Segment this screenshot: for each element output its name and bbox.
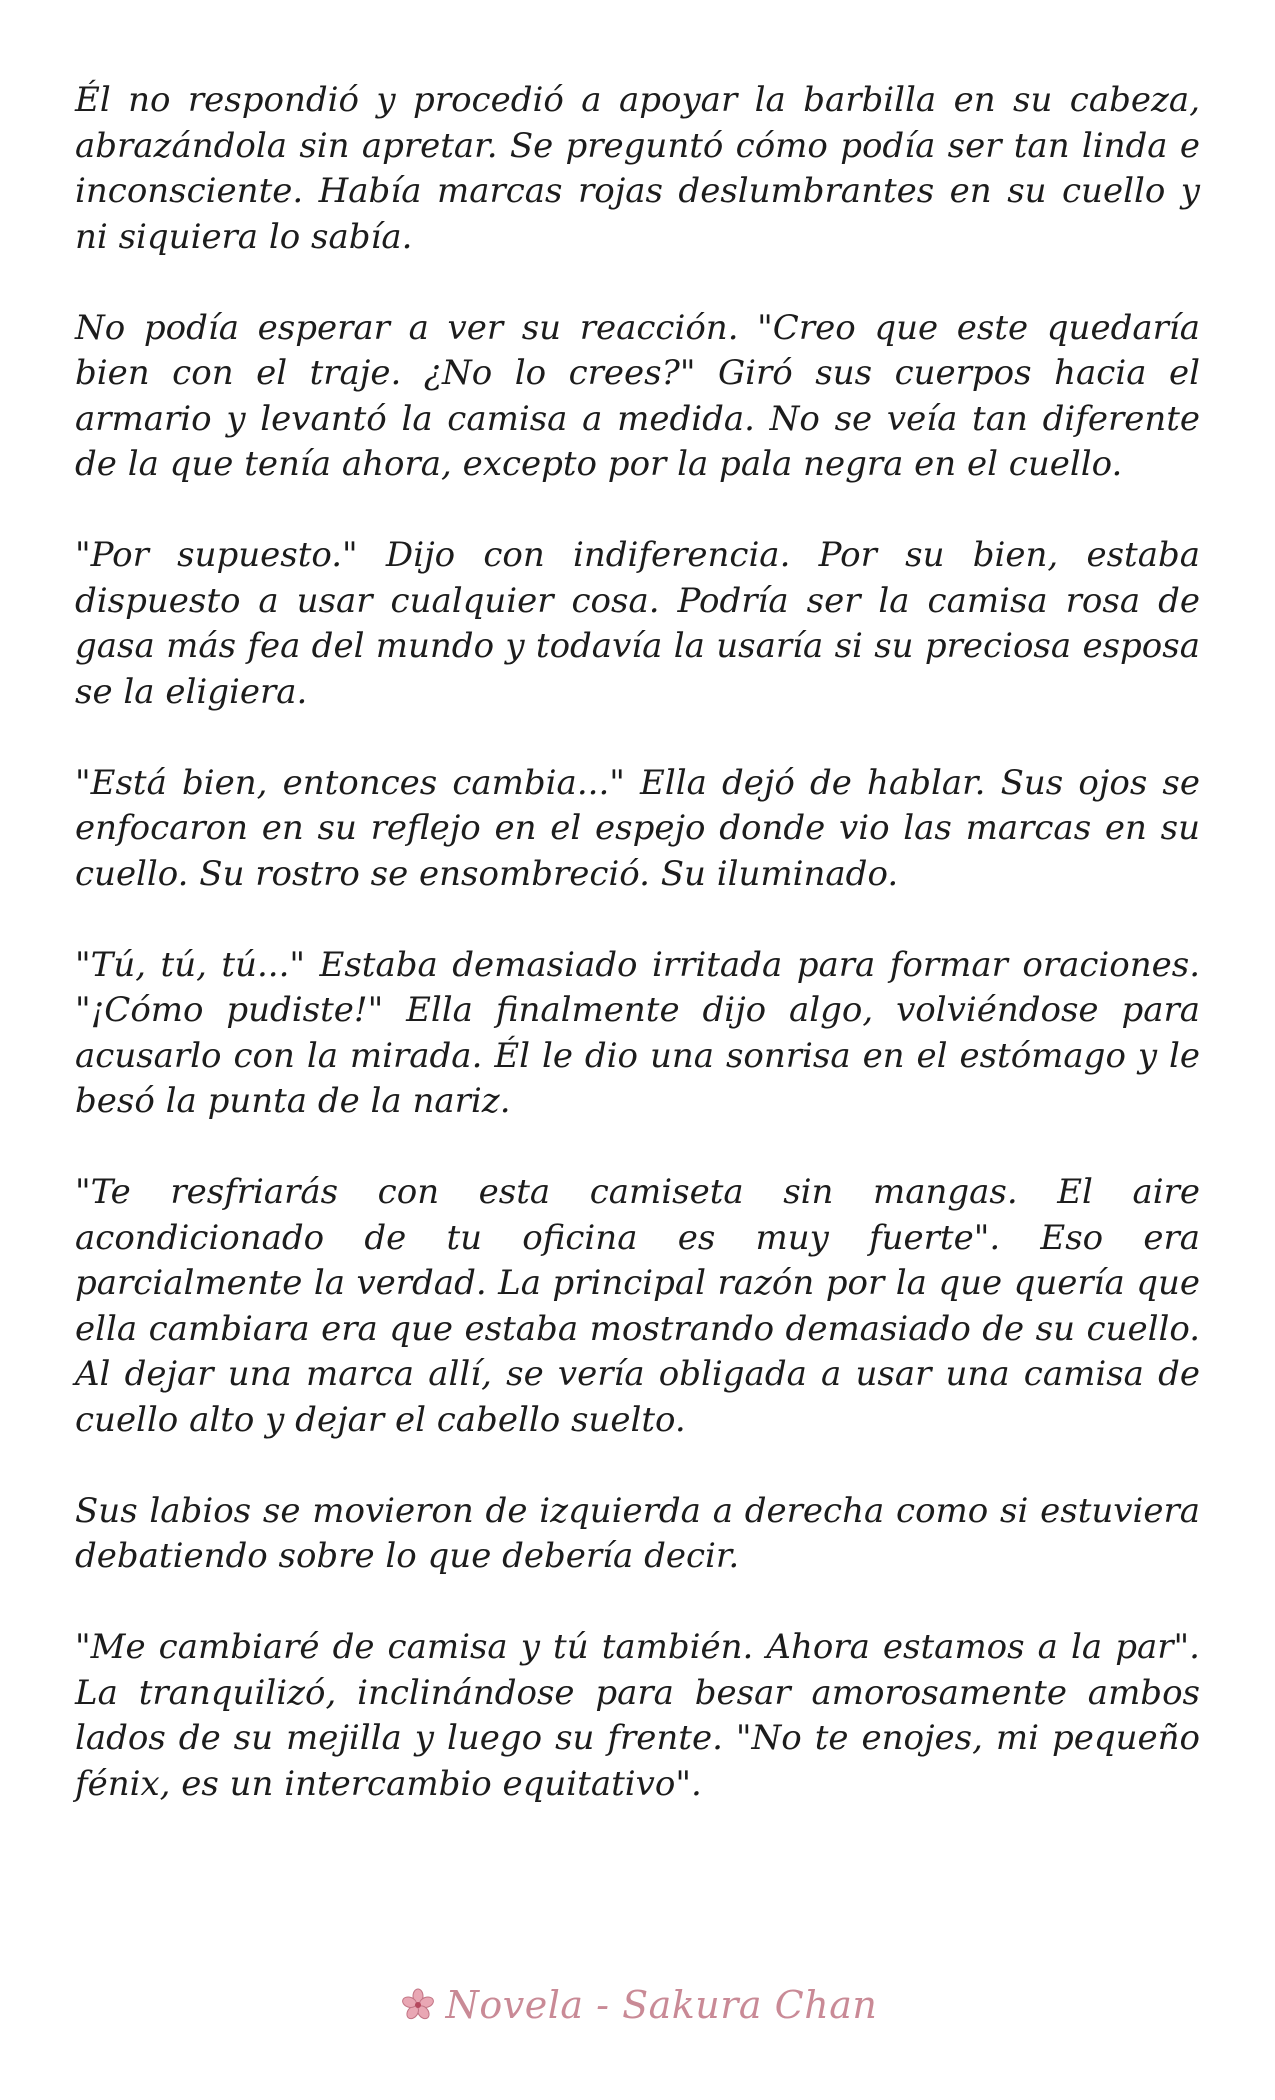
watermark: [0, 1980, 1275, 2030]
paragraph-3: "Por supuesto." Dijo con indiferencia. Por su bien, estaba dispuesto a usar cualquier cosa. Podría ser la camisa rosa de gasa más fea del mundo y todavía la usaría si su preciosa esposa se la eligiera.: [75, 535, 1200, 712]
sakura-flower-icon: [398, 1985, 438, 2025]
paragraph-7: Sus labios se movieron de izquierda a derecha como si estuviera debatiendo sobre lo que debería decir.: [75, 1490, 1200, 1576]
paragraph-5: "Tú, tú, tú..." Estaba demasiado irritada para formar oraciones. "¡Cómo pudiste!" Ella finalmente dijo algo, volviéndose para acusarlo con la mirada. Él le dio una sonrisa en el estómago y le besó la punta de la nariz.: [75, 944, 1200, 1121]
watermark-text: Novela - Sakura Chan: [445, 1983, 878, 2027]
paragraph-8: "Me cambiaré de camisa y tú también. Ahora estamos a la par". La tranquilizó, inclinándose para besar amorosamente ambos lados de su mejilla y luego su frente. "No te enojes, mi pequeño fénix, es un intercambio equitativo".: [75, 1627, 1200, 1804]
paragraph-1: Él no respondió y procedió a apoyar la barbilla en su cabeza, abrazándola sin apretar. Se preguntó cómo podía ser tan linda e inconsciente. Había marcas rojas deslumbrantes en su cuello y ni siquiera lo sabía.: [75, 80, 1200, 257]
paragraph-6: "Te resfriarás con esta camiseta sin mangas. El aire acondicionado de tu oficina es muy fuerte". Eso era parcialmente la verdad. La principal razón por la que quería que ella cambiara era que estaba mostrando demasiado de su cuello. Al dejar una marca allí, se vería obligada a usar una camisa de cuello alto y dejar el cabello suelto.: [75, 1172, 1200, 1440]
paragraph-2: No podía esperar a ver su reacción. "Creo que este quedaría bien con el traje. ¿No lo crees?" Giró sus cuerpos hacia el armario y levantó la camisa a medida. No se veía tan diferente de la que tenía ahora, excepto por la pala negra en el cuello.: [75, 307, 1200, 484]
document-body: [75, 78, 1200, 1853]
paragraph-4: "Está bien, entonces cambia..." Ella dejó de hablar. Sus ojos se enfocaron en su reflejo en el espejo donde vio las marcas en su cuello. Su rostro se ensombreció. Su iluminado.: [75, 762, 1200, 894]
